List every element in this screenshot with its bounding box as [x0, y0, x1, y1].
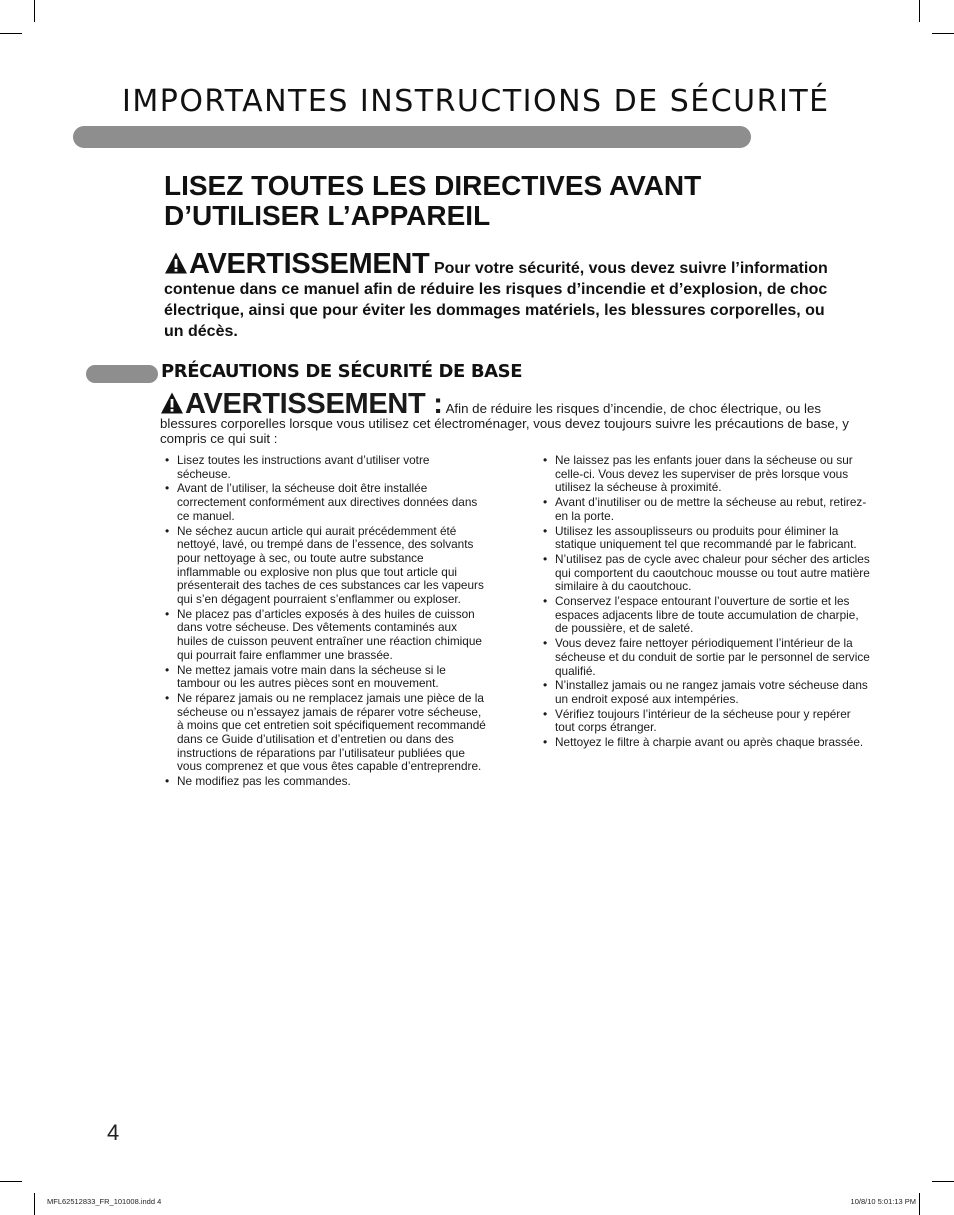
list-item: • Ne laissez pas les enfants jouer dans la sécheuse ou sur celle-ci. Vous devez les superviser de près lorsque vous utilisez la sécheuse à proximité.	[542, 454, 872, 495]
crop-mark	[0, 1181, 22, 1182]
crop-mark	[932, 1181, 954, 1182]
footer-timestamp: 10/8/10 5:01:13 PM	[850, 1197, 916, 1206]
precautions-left-list	[164, 454, 486, 790]
list-item: • N’utilisez pas de cycle avec chaleur pour sécher des articles qui comportent du caoutchouc mousse ou tout autre matière similaire à du caoutchouc.	[542, 553, 872, 594]
crop-mark	[932, 33, 954, 34]
list-item: • Ne réparez jamais ou ne remplacez jamais une pièce de la sécheuse ou n’essayez jamais de réparer votre sécheuse, à moins que cet entretien soit spécifiquement recommandé dans ce Guide d’utilisation et d’entretien ou dans des instructions de réparations par l’utilisateur publiées que vous comprenez et que vous êtes capable d’entreprendre.	[164, 692, 486, 774]
section-title: PRÉCAUTIONS DE SÉCURITÉ DE BASE	[161, 361, 523, 382]
warning-label: AVERTISSEMENT	[189, 248, 430, 280]
list-item: • Vous devez faire nettoyer périodiquement l’intérieur de la sécheuse et du conduit de sortie par le personnel de service qualifié.	[542, 637, 872, 678]
precautions-right-list	[542, 454, 872, 751]
list-item: • Lisez toutes les instructions avant d’utiliser votre sécheuse.	[164, 454, 486, 481]
header-bar	[73, 126, 751, 148]
warning-triangle-icon	[160, 391, 184, 415]
warning-label: AVERTISSEMENT :	[185, 388, 443, 420]
list-item: • Conservez l’espace entourant l’ouverture de sortie et les espaces adjacents libre de toute accumulation de charpie, de poussière, et de saleté.	[542, 595, 872, 636]
warning-text: Pour votre sécurité, vous devez suivre l’information contenue dans ce manuel afin de réduire les risques d’incendie et d’explosion, de choc électrique, ainsi que pour éviter les dommages matériels, les blessures corporelles, ou un décès.	[164, 260, 828, 340]
section-warning	[160, 388, 850, 446]
list-item: • Vérifiez toujours l’intérieur de la sécheuse pour y repérer tout corps étranger.	[542, 708, 872, 735]
list-item: • Ne séchez aucun article qui aurait précédemment été nettoyé, lavé, ou trempé dans de l’essence, des solvants pour nettoyage à sec, ou toute autre substance inflammable ou explosive non plus que tout article qui présenterait des taches de ces substances car les vapeurs qui s’en dégagent pourraient s’enflammer ou exploser.	[164, 525, 486, 607]
main-heading-line: LISEZ TOUTES LES DIRECTIVES AVANT	[164, 170, 702, 201]
crop-mark	[919, 1193, 920, 1215]
crop-mark	[919, 0, 920, 22]
warning-triangle-icon	[164, 251, 188, 275]
page-header-title: IMPORTANTES INSTRUCTIONS DE SÉCURITÉ	[122, 84, 830, 119]
list-item: • Nettoyez le filtre à charpie avant ou après chaque brassée.	[542, 736, 872, 750]
list-item: • Avant d’inutiliser ou de mettre la sécheuse au rebut, retirez-en la porte.	[542, 496, 872, 523]
crop-mark	[34, 1193, 35, 1215]
list-item: • Ne placez pas d’articles exposés à des huiles de cuisson dans votre sécheuse. Des vêtements contaminés aux huiles de cuisson peuvent entraîner une réaction chimique qui pourrait faire enflammer une brassée.	[164, 608, 486, 663]
crop-mark	[34, 0, 35, 22]
section-pill	[86, 365, 158, 383]
primary-warning	[164, 248, 844, 342]
list-item: • Avant de l’utiliser, la sécheuse doit être installée correctement conformément aux directives données dans ce manuel.	[164, 482, 486, 523]
list-item: • N’installez jamais ou ne rangez jamais votre sécheuse dans un endroit exposé aux intempéries.	[542, 679, 872, 706]
list-item: • Ne modifiez pas les commandes.	[164, 775, 486, 789]
main-heading-line: D’UTILISER L’APPAREIL	[164, 200, 491, 231]
main-heading	[164, 171, 844, 231]
crop-mark	[0, 33, 22, 34]
warning-text: Afin de réduire les risques d’incendie, de choc électrique, ou les blessures corporelles lorsque vous utilisez cet électroménager, vous devez toujours suivre les précautions de base, y compris ce qui suit :	[160, 401, 849, 446]
list-item: • Utilisez les assouplisseurs ou produits pour éliminer la statique uniquement tel que recommandé par le fabricant.	[542, 525, 872, 552]
list-item: • Ne mettez jamais votre main dans la sécheuse si le tambour ou les autres pièces sont en mouvement.	[164, 664, 486, 691]
page-number: 4	[107, 1120, 120, 1145]
footer-file-name: MFL62512833_FR_101008.indd 4	[47, 1197, 162, 1206]
